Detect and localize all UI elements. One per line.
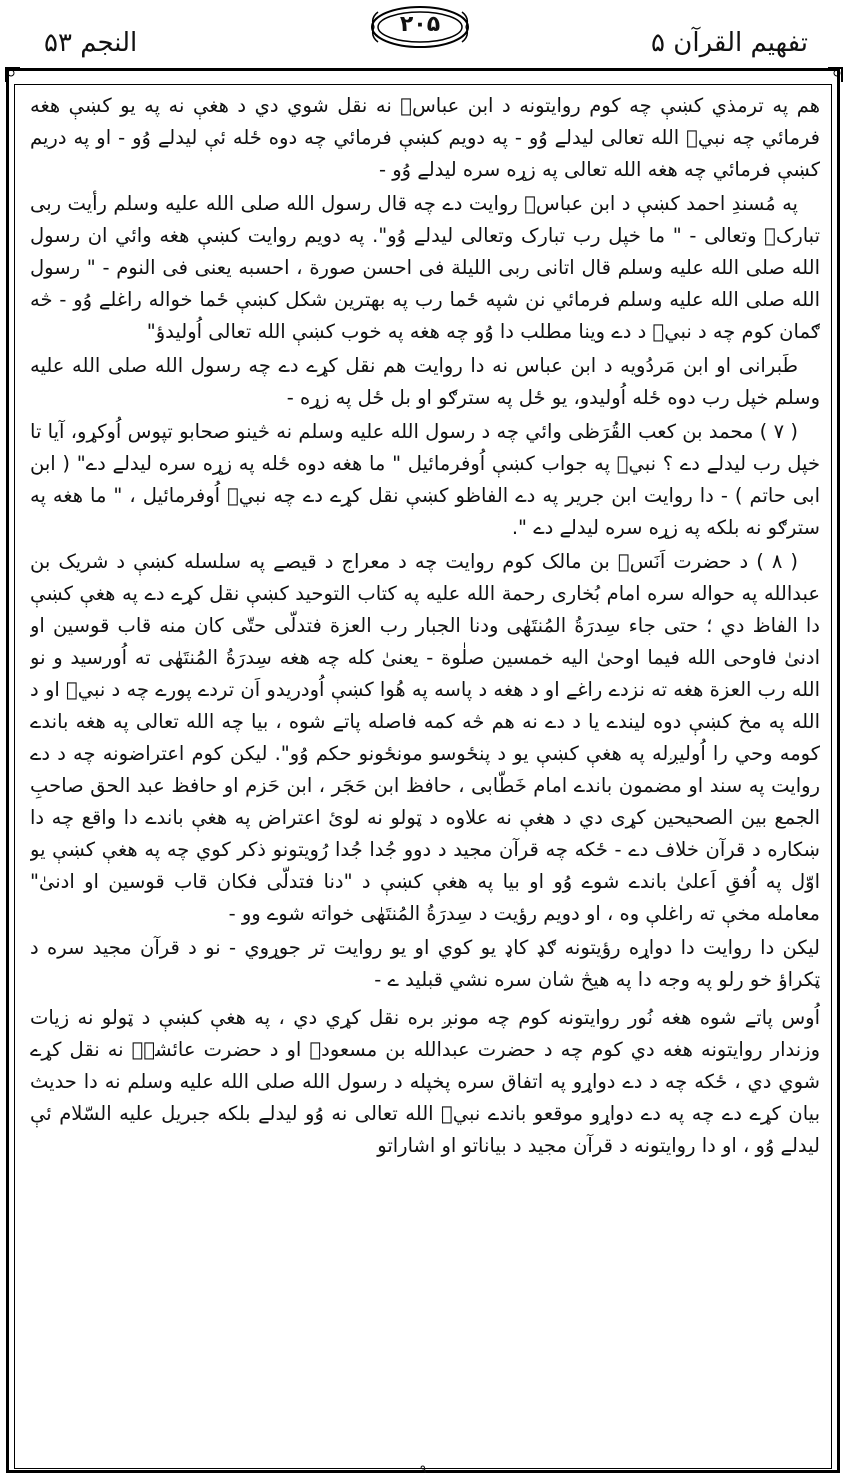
paragraph: ( ۸ ) د حضرت اَنَسؓ بن مالک کوم روایت چه د معراج د قیصے په سلسله کښې د شریک بن عبدالله په حواله سره امام بُخاری رحمة الله علیه په کتاب التوحید کښې نقل کړے دے په هغې کښې دا الفاظ دي ؛ حتی جاء سِدرَةُ المُنتَهٰی ودنا الجبار رب العزة فتدلّی حتّی کان منه قاب قوسین او ادنیٰ فاوحی الله فیما اوحیٰ الیه خمسین صلٰوة - یعنیٰ کله چه هغه سِدرَةُ المُنتَهٰی ته اُورسید و نو الله رب العزة هغه ته نزدے راغے او د هغه د پاسه په هُوا کښې اُودریدو اَن تردے پورے چه د نبيؐ او د الله په مخ کښې دوه لیندے یا د دے نه هم څه کمه فاصله پاتے شوه ، بیا چه الله تعالی په هغه باندے کومه وحي را اُولیږله په هغې کښې یو د پنځوسو مونځونو حکم وُو". لیکن کوم اعتراضونه چه د دے روایت په سند او مضمون باندے امام خَطّابی ، حافظ ابن حَجَر ، ابن حَزم او حافظ عبد الحق صاحبِ الجمع بین الصحیحین کړی دي د هغې نه علاوه د ټولو نه لوئ اعتراض په هغې باندے دا واقع چه دا ښکاره د قرآن خلاف دے - ځکه چه قرآن مجید د دوو جُدا جُدا رُویتونو ذکر کوي چه په هغې کښې یو اوّل په اُفقِ اَعلیٰ باندے شوے وُو او بیا په هغې کښې د "دنا فتدلّی فکان قاب قوسین او ادنیٰ" معامله مخې ته راغلې وه ، او دویم رؤیت د سِدرَةُ المُنتَهٰی خواته شوے وو - [30, 550, 820, 925]
page-body [30, 90, 820, 1460]
footer-mark: ٩ [420, 1462, 427, 1476]
surah-title: النجم ۵۳ [44, 28, 138, 58]
paragraph: لیکن دا روایت دا دواړه رؤیتونه ګډ کاډ یو کوي او یو روایت تر جوړوي - نو د قرآن مجید سره د ټکراؤ خو رلو په وجه دا په هیڅ شان سره نشي قبلید ے - [30, 936, 820, 991]
paragraph: اُوس پاتے شوه هغه نُور روایتونه کوم چه مونږ بره نقل کړي دي ، په هغې کښې د ټولو نه زیات وزندار روایتونه هغه دي کوم چه د حضرت عبدالله بن مسعودؓ او د حضرت عائشےؓ نه نقل کړے شوي دي ، ځکه چه د دے دواړو په اتفاق سره پخپله د رسول الله صلی الله علیه وسلم نه دا حدیث بیان کړے دے چه په دے دواړو موقعو باندے نبيؐ الله تعالی نه وُو لیدلے بلکه جبریل علیه السّلام ئې لیدلے وُو ، او دا روایتونه د قرآن مجید د بیاناتو او اشاراتو [30, 1006, 820, 1157]
page-number: ۲۰۵ [399, 12, 441, 37]
page-header [0, 0, 848, 62]
paragraph: طَبرانی او ابن مَردُویه د ابن عباس نه دا روایت هم نقل کړے دے چه رسول الله صلی الله علیه وسلم خپل رب دوه ځله اُولیدو، یو ځل په سترګو او بل ځل په زړه - [30, 354, 820, 409]
book-title: تفهیم القرآن ۵ [651, 28, 808, 58]
paragraph: هم په ترمذي کښې چه کوم روایتونه د ابن عباسؓ نه نقل شوي دي د هغې نه په یو کښې هغه فرمائي چه نبيؐ الله تعالی لیدلے وُو - په دویم کښې فرمائي چه دوه ځله ئې لیدلے وُو - او په دریم کښې فرمائي چه هغه الله تعالی په زړه سره لیدلے وُو - [30, 94, 820, 181]
paragraph: ( ۷ ) محمد بن کعب القُرَظی وائي چه د رسول الله علیه وسلم نه څینو صحابو تپوس اُوکړو، آیا تا خپل رب لیدلے دے ؟ نبيؐ په جواب کښې اُوفرمائیل " ما هغه دوه ځله په زړه سره لیدلے دے" ( ابن ابی حاتم ) - دا روایت ابن جریر په دے الفاظو کښې نقل کړے دے چه نبيؐ اُوفرمائیل ، " ما هغه په سترګو نه بلکه په زړه سره لیدلے دے ". [30, 420, 820, 539]
corner-ornament-icon [826, 66, 844, 84]
page-number-badge [368, 4, 472, 50]
corner-ornament-icon [4, 66, 22, 84]
paragraph: په مُسندِ احمد کښې د ابن عباسؓ روایت دے چه قال رسول الله صلی الله علیه وسلم رأیت ربی تبارکؔ وتعالی - " ما خپل رب تبارک وتعالی لیدلے وُو". په دویم روایت کښې هغه وائي ان رسول الله صلی الله علیه وسلم قال اتانی ربی اللیلة فی احسن صورة ، احسبه یعنی فی النوم - " رسول الله صلی الله علیه وسلم فرمائي نن شپه ځما رب په بهترین شکل کښې ځما خواله راغلے وُو - څه ګمان کوم چه د نبيؐ د دے وینا مطلب دا وُو چه هغه په خوب کښې الله تعالی اُولیدؤ" [30, 192, 820, 343]
